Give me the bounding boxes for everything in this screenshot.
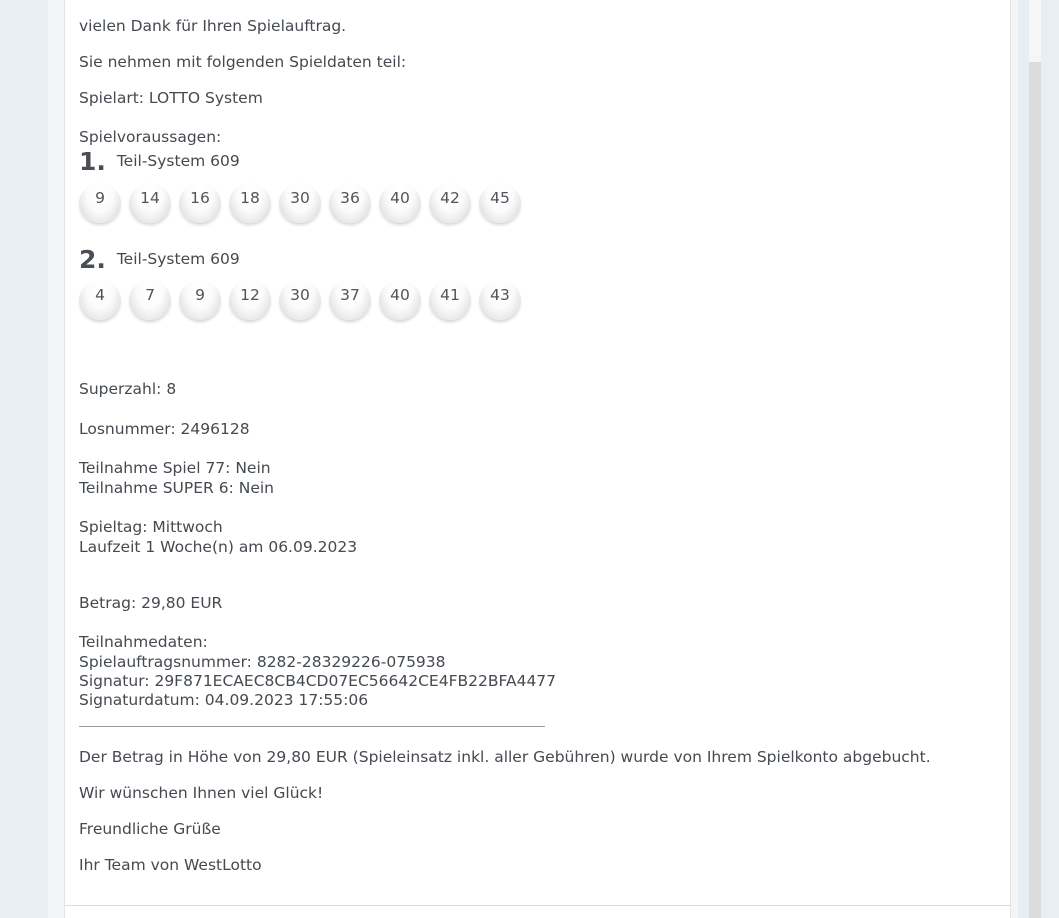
superzahl: Superzahl: 8 xyxy=(79,380,177,398)
divider xyxy=(79,726,545,727)
tip-number: 2. xyxy=(79,245,106,274)
lotto-ball: 9 xyxy=(179,280,221,320)
lotto-ball: 18 xyxy=(229,183,271,223)
intro-text: Sie nehmen mit folgenden Spieldaten teil: xyxy=(79,53,407,71)
signature-text: Ihr Team von WestLotto xyxy=(79,856,262,874)
scrollbar-thumb[interactable] xyxy=(1029,0,1041,62)
signatur: Signatur: 29F871ECAEC8CB4CD07EC56642CE4FB22BFA4477 xyxy=(79,672,557,690)
lotto-ball: 14 xyxy=(129,183,171,223)
debit-notice: Der Betrag in Höhe von 29,80 EUR (Spieleinsatz inkl. aller Gebühren) wurde von Ihrem Spielkonto abgebucht. xyxy=(79,748,931,766)
lotto-ball: 41 xyxy=(429,280,471,320)
tip-label: Teil-System 609 xyxy=(116,152,240,170)
lotto-ball: 45 xyxy=(479,183,521,223)
right-gutter xyxy=(1041,0,1059,918)
laufzeit: Laufzeit 1 Woche(n) am 06.09.2023 xyxy=(79,538,358,556)
lotto-ball: 43 xyxy=(479,280,521,320)
scrollbar-track[interactable] xyxy=(1029,0,1041,918)
teilnahmedaten-label: Teilnahmedaten: xyxy=(79,633,208,651)
lotto-ball: 42 xyxy=(429,183,471,223)
betrag: Betrag: 29,80 EUR xyxy=(79,594,223,612)
tip-header xyxy=(79,245,240,274)
lotto-ball: 9 xyxy=(79,183,121,223)
signaturdatum: Signaturdatum: 04.09.2023 17:55:06 xyxy=(79,691,369,709)
losnummer: Losnummer: 2496128 xyxy=(79,420,250,438)
lotto-ball: 12 xyxy=(229,280,271,320)
spieltag: Spieltag: Mittwoch xyxy=(79,518,223,536)
game-type: Spielart: LOTTO System xyxy=(79,89,263,107)
lotto-ball: 16 xyxy=(179,183,221,223)
lotto-ball: 7 xyxy=(129,280,171,320)
regards-text: Freundliche Grüße xyxy=(79,820,221,838)
card-footer xyxy=(64,906,1011,918)
lotto-ball: 36 xyxy=(329,183,371,223)
auftragsnummer: Spielauftragsnummer: 8282-28329226-075938 xyxy=(79,653,446,671)
tip-header xyxy=(79,147,240,176)
tip-label: Teil-System 609 xyxy=(116,250,240,268)
tip-number: 1. xyxy=(79,147,106,176)
lotto-ball: 30 xyxy=(279,280,321,320)
super6-participation: Teilnahme SUPER 6: Nein xyxy=(79,479,274,497)
wish-text: Wir wünschen Ihnen viel Glück! xyxy=(79,784,324,802)
greeting-text: vielen Dank für Ihren Spielauftrag. xyxy=(79,17,347,35)
lotto-ball: 40 xyxy=(379,280,421,320)
spiel77-participation: Teilnahme Spiel 77: Nein xyxy=(79,459,271,477)
lotto-ball: 30 xyxy=(279,183,321,223)
lotto-ball: 37 xyxy=(329,280,371,320)
lotto-ball: 4 xyxy=(79,280,121,320)
predictions-label: Spielvoraussagen: xyxy=(79,128,222,146)
lotto-ball: 40 xyxy=(379,183,421,223)
